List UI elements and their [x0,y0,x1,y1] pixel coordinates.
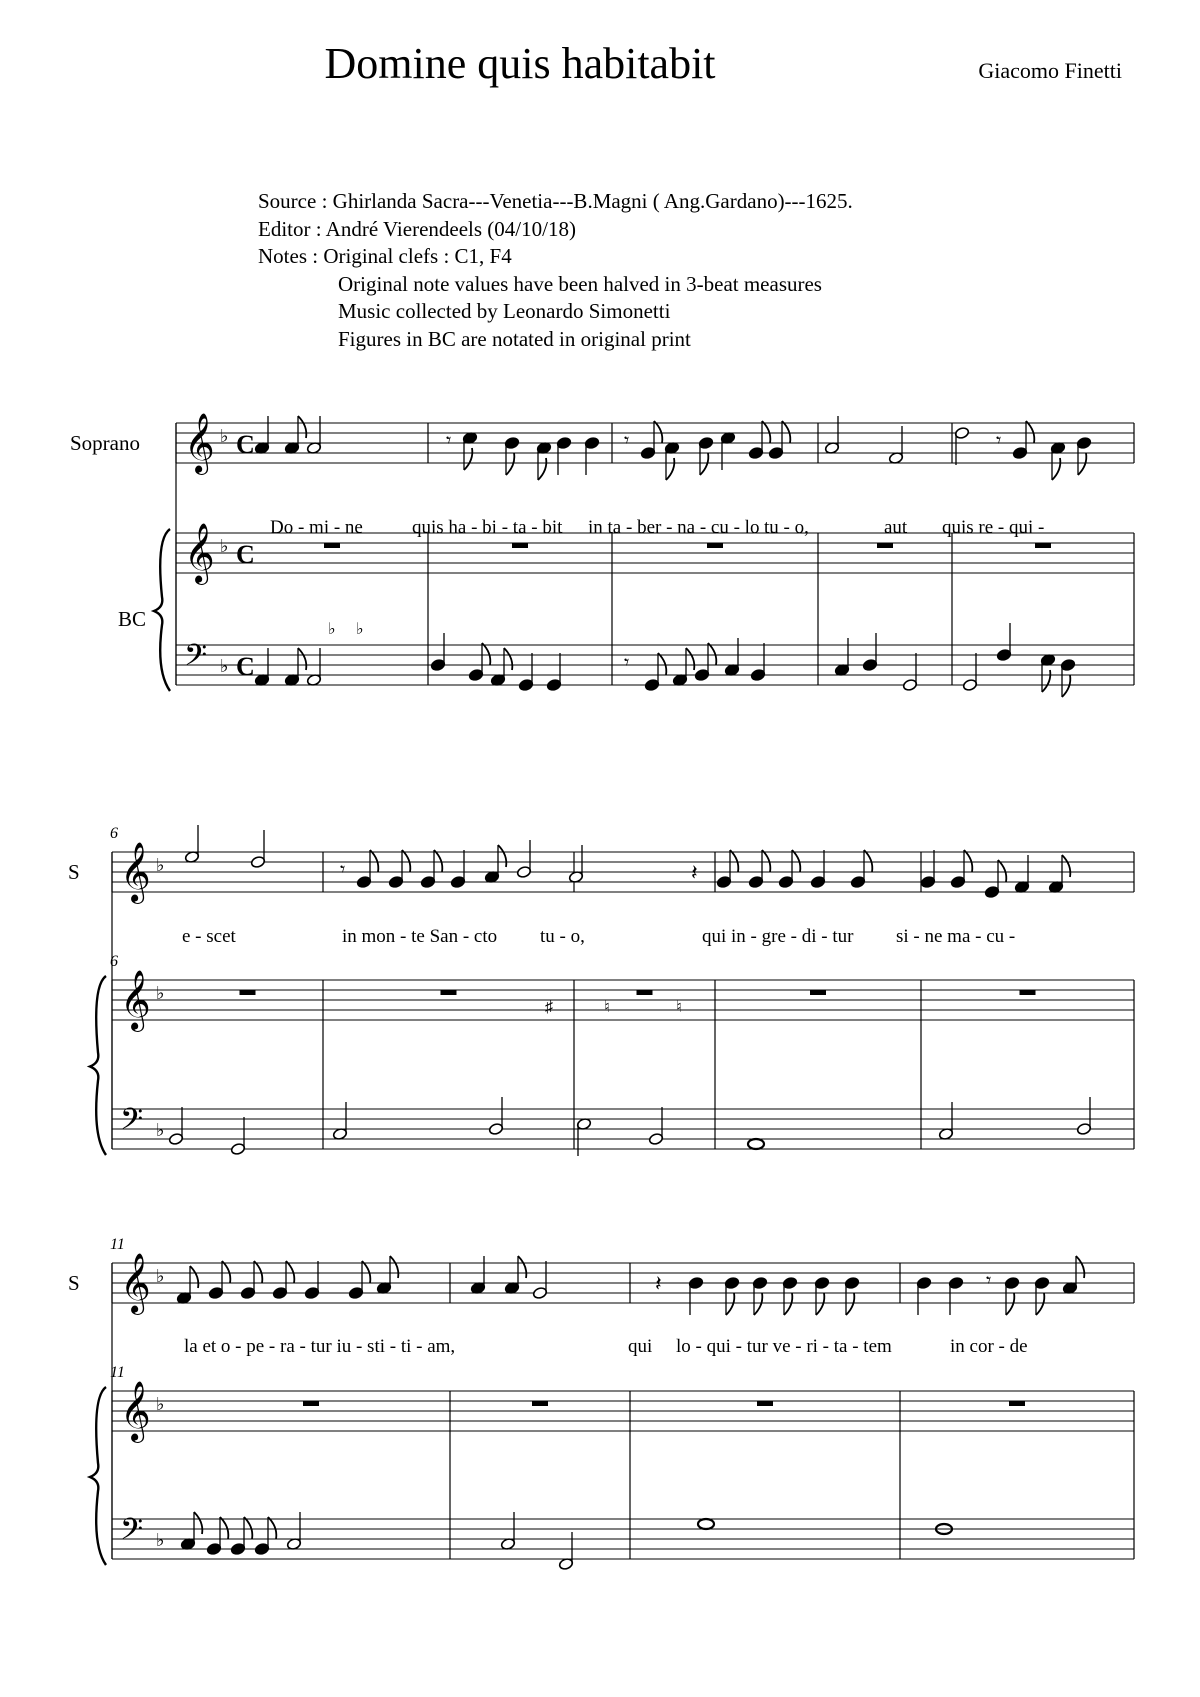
lyric-syllables: in cor - de [950,1336,1028,1357]
note-flag [268,1517,276,1539]
note-flag [190,1266,198,1288]
notes-line-2: Original note values have been halved in 3-beat measures [338,271,822,296]
note-flag [1062,855,1070,877]
quarter-rest: 𝄽 [655,1271,662,1296]
bass-clef-icon: 𝄢 [120,1103,144,1143]
lyric-syllables: si - ne ma - cu - [896,926,1016,947]
note-flag [1042,670,1050,692]
note-flag [244,1517,252,1539]
flat-icon: ♭ [220,536,229,556]
note-flag [390,1256,398,1278]
treble-clef-icon: 𝄞 [120,1255,151,1312]
note-flag [784,1293,792,1315]
note-flag [964,850,972,872]
note-flag [518,1256,526,1278]
source-line: Source : Ghirlanda Sacra---Venetia---B.Magni ( Ang.Gardano)---1625. [258,189,853,213]
bass-note [698,1519,714,1529]
whole-rest [303,1401,319,1406]
eighth-rest: 𝄾 [624,652,630,674]
whole-rest [1009,1401,1025,1406]
note-flag [666,458,674,480]
note-flag [762,421,770,443]
note-flag [686,648,694,670]
flat-icon: ♭ [156,983,165,1003]
treble-clef-icon: 𝄞 [120,972,151,1029]
note-flag [864,850,872,872]
eighth-rest: 𝄾 [986,1270,992,1292]
note-flag [754,1293,762,1315]
editor-line: Editor : André Vierendeels (04/10/18) [258,216,576,241]
note-flag [816,1293,824,1315]
brace-icon [154,529,170,691]
flat-icon: ♭ [156,1530,165,1550]
note-flag [434,850,442,872]
eighth-rest: 𝄾 [340,859,346,881]
note-flag [654,421,662,443]
whole-rest [532,1401,548,1406]
lyric-syllables: quis ha - bi - ta - bit [412,517,563,538]
flat-icon: ♭ [220,656,229,676]
note-flag [1078,453,1086,475]
bass-clef-icon: 𝄢 [184,639,208,679]
lyric-syllables: qui [628,1336,653,1357]
lyric-syllables: lo - qui - tur ve - ri - ta - tem [676,1336,892,1357]
note-flag [482,643,490,665]
whole-rest [441,990,457,995]
note-flag [708,643,716,665]
note-flag [846,1293,854,1315]
flat-icon: ♭ [156,855,165,875]
note-flag [1026,421,1034,443]
note-flag [194,1512,202,1534]
staff-label-soprano: Soprano [70,431,140,455]
note-flag [782,421,790,443]
brace-icon [90,976,106,1155]
lyric-syllables: in mon - te San - cto [342,926,498,947]
lyric-syllables: quis re - qui - [942,517,1045,538]
bc-figure: ♮ [604,999,610,1016]
lyric-syllables: e - scet [182,926,236,947]
flat-icon: ♭ [220,426,229,446]
note-flag [504,648,512,670]
quarter-rest: 𝄽 [691,860,698,885]
note-flag [762,850,770,872]
staff-label-soprano: S [68,1271,80,1295]
whole-rest [1020,990,1036,995]
note-flag [298,648,306,670]
note-flag [538,458,546,480]
lyric-syllables: in ta - ber - na - cu - lo [588,517,760,538]
whole-rest [512,543,528,548]
whole-rest [707,543,723,548]
note-flag [658,653,666,675]
bass-note [748,1139,764,1149]
lyric-syllables: la et o - pe - ra - tur iu - sti - ti - am, [184,1336,456,1357]
notes-line-4: Figures in BC are notated in original print [338,326,691,351]
note-flag [298,416,306,438]
bc-figure: ♮ [676,999,682,1016]
whole-rest [877,543,893,548]
note-flag [700,453,708,475]
note-flag [1036,1293,1044,1315]
common-time-signature: C [236,540,255,569]
note-flag [506,453,514,475]
note-flag [220,1517,228,1539]
note-flag [402,850,410,872]
measure-number: 6 [110,953,118,970]
note-flag [498,845,506,867]
bc-figure: ♭ [356,621,364,638]
bc-figure: ♯ [545,999,553,1016]
brace-icon [90,1387,106,1565]
note-flag [1006,1293,1014,1315]
flat-icon: ♭ [156,1266,165,1286]
note-flag [370,850,378,872]
staff-label-bc: BC [118,607,147,631]
whole-rest [1035,543,1051,548]
whole-rest [757,1401,773,1406]
score-title: Domine quis habitabit [324,39,716,88]
treble-clef-icon: 𝄞 [184,525,215,582]
note-flag [464,448,472,470]
common-time-signature: C [236,652,255,681]
whole-rest [324,543,340,548]
note-flag [726,1293,734,1315]
notes-line-3: Music collected by Leonardo Simonetti [338,299,671,323]
eighth-rest: 𝄾 [624,430,630,452]
note-flag [1076,1256,1084,1278]
whole-rest [637,990,653,995]
note-flag [1062,675,1070,697]
notes-line-1: Notes : Original clefs : C1, F4 [258,244,512,268]
treble-clef-icon: 𝄞 [120,1383,151,1440]
eighth-rest: 𝄾 [446,430,452,452]
flat-icon: ♭ [156,1120,165,1140]
lyric-syllables: qui in - gre - di - tur [702,926,854,947]
note-flag [254,1261,262,1283]
lyric-syllables: aut [884,517,908,538]
measure-number: 6 [110,825,118,842]
treble-clef-icon: 𝄞 [184,415,215,472]
measure-number: 11 [110,1236,125,1253]
note-flag [792,850,800,872]
whole-rest [810,990,826,995]
note-flag [362,1261,370,1283]
note-flag [1052,458,1060,480]
lyric-syllables: Do - mi - ne [270,517,363,538]
lyric-syllables: tu - o, [764,517,809,538]
bc-figure: ♭ [328,621,336,638]
measure-number: 11 [110,1364,125,1381]
bass-clef-icon: 𝄢 [120,1513,144,1553]
lyric-syllables: tu - o, [540,926,585,947]
eighth-rest: 𝄾 [996,430,1002,452]
note-flag [998,860,1006,882]
common-time-signature: C [236,430,255,459]
whole-rest [240,990,256,995]
note-flag [730,850,738,872]
staff-label-soprano: S [68,860,80,884]
note-flag [286,1261,294,1283]
note-flag [222,1261,230,1283]
composer-name: Giacomo Finetti [978,58,1122,83]
flat-icon: ♭ [156,1394,165,1414]
treble-clef-icon: 𝄞 [120,844,151,901]
